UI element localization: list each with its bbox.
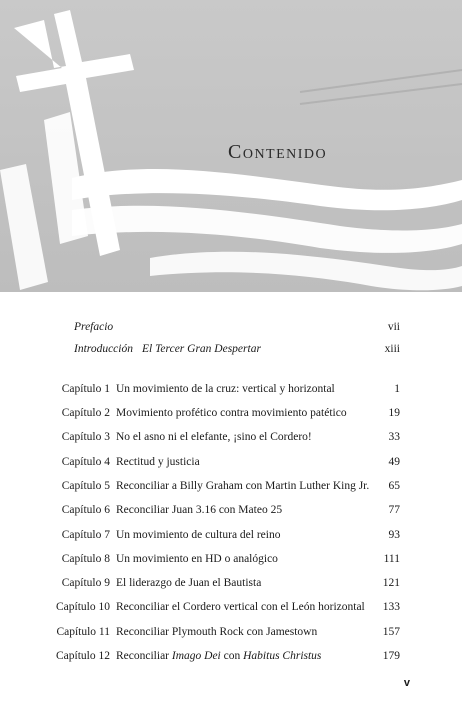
toc-chapter-title: Un movimiento en HD o analógico (116, 553, 278, 565)
toc-page-number: 93 (388, 529, 400, 541)
toc-front-label: Introducción (74, 343, 133, 355)
toc-chapter-number: Capítulo 10 (56, 601, 110, 613)
toc-page-number: 179 (382, 650, 400, 662)
toc-chapter-number: Capítulo 5 (61, 480, 110, 492)
toc-chapter-row[interactable] (0, 501, 462, 519)
toc-chapter-row[interactable] (0, 380, 462, 398)
toc-page-number: 121 (382, 577, 400, 589)
toc-chapter-number: Capítulo 1 (61, 383, 110, 395)
toc-chapter-number: Capítulo 12 (56, 650, 110, 662)
toc-page-number: 33 (388, 431, 400, 443)
toc-chapter-number: Capítulo 3 (61, 431, 110, 443)
toc-chapter-number: Capítulo 7 (61, 529, 110, 541)
toc-chapter-number: Capítulo 9 (61, 577, 110, 589)
toc-chapter-title: El liderazgo de Juan el Bautista (116, 577, 262, 589)
toc-page-number: 65 (388, 480, 400, 492)
toc-chapter-row[interactable] (0, 404, 462, 422)
toc-chapter-row[interactable] (0, 428, 462, 446)
toc-chapter-title: Reconciliar el Cordero vertical con el León horizontal (116, 601, 365, 613)
toc-chapter-title: Reconciliar Plymouth Rock con Jamestown (116, 626, 318, 638)
toc-chapter-number: Capítulo 11 (56, 626, 110, 638)
toc-page-number: 157 (382, 626, 400, 638)
toc-chapter-title: Reconciliar Juan 3.16 con Mateo 25 (116, 504, 283, 516)
toc-chapter-row[interactable] (0, 647, 462, 665)
toc-chapter-number: Capítulo 8 (61, 553, 110, 565)
toc-front-title: El Tercer Gran Despertar (142, 343, 261, 355)
toc-page-number: 133 (382, 601, 400, 613)
toc-chapter-row[interactable] (0, 623, 462, 641)
toc-title-part-italic: Imago Dei (171, 650, 221, 662)
toc-page-number: 1 (394, 383, 400, 395)
toc-chapter-row[interactable] (0, 526, 462, 544)
toc-chapter-number: Capítulo 6 (61, 504, 110, 516)
toc-page-number: 49 (388, 456, 400, 468)
toc-chapter-row[interactable] (0, 550, 462, 568)
toc-chapter-title: Rectitud y justicia (116, 456, 200, 468)
toc-front-label: Prefacio (74, 321, 114, 333)
toc-chapter-title: Movimiento profético contra movimiento patético (116, 407, 347, 419)
toc-chapter-title: Un movimiento de cultura del reino (116, 529, 281, 541)
toc-chapter-title: No el asno ni el elefante, ¡sino el Cordero! (116, 431, 312, 443)
toc-title-part-italic: Habitus Christus (243, 650, 322, 662)
toc-page-number: 111 (383, 553, 400, 565)
toc-chapter-title (116, 647, 321, 665)
toc-chapter-row[interactable] (0, 598, 462, 616)
toc-page-number: 77 (388, 504, 400, 516)
toc-title-part: Reconciliar (116, 650, 172, 662)
toc-chapter-title: Reconciliar a Billy Graham con Martin Luther King Jr. (116, 480, 370, 492)
toc-page-number: xiii (384, 343, 400, 355)
toc-chapter-row[interactable] (0, 477, 462, 495)
toc-front-matter-row[interactable] (0, 318, 462, 336)
toc-page-number: 19 (388, 407, 400, 419)
page-title: Contenido (228, 141, 328, 163)
toc-chapter-row[interactable] (0, 453, 462, 471)
toc-chapter-title: Un movimiento de la cruz: vertical y horizontal (116, 383, 335, 395)
toc-front-matter-row[interactable] (0, 340, 462, 358)
header-banner (0, 0, 462, 292)
toc-chapter-row[interactable] (0, 574, 462, 592)
toc-page-number: vii (387, 321, 400, 333)
toc-chapter-number: Capítulo 4 (61, 456, 110, 468)
folio-page-number: v (403, 677, 410, 689)
toc-title-part: con (220, 650, 244, 662)
toc-chapter-number: Capítulo 2 (61, 407, 110, 419)
